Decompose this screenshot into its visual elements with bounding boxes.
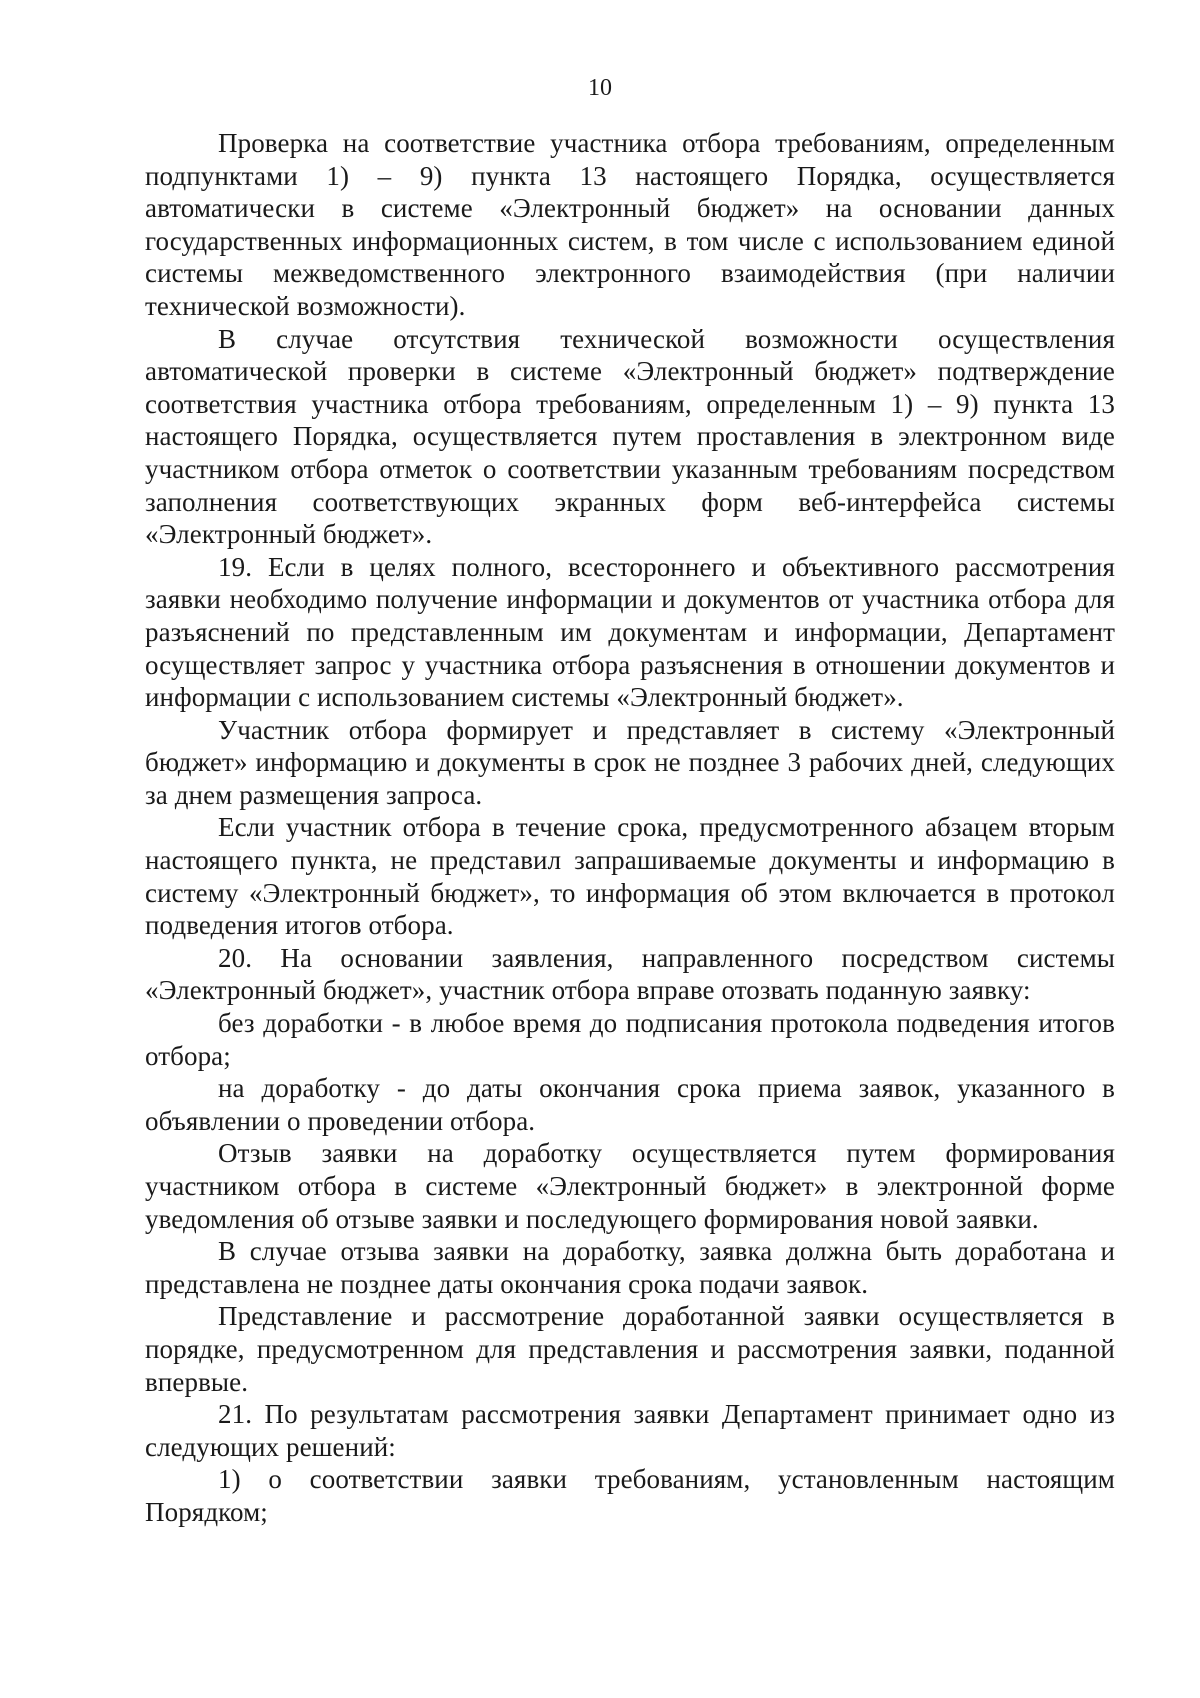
page-number: 10 bbox=[588, 75, 612, 101]
paragraph: Участник отбора формирует и представляет в систему «Электронный бюджет» информацию и документы в срок не позднее 3 рабочих дней, следующих за днем размещения запроса. bbox=[145, 714, 1115, 810]
paragraph: Представление и рассмотрение доработанной заявки осуществляется в порядке, предусмотренном для представления и рассмотрения заявки, поданной впервые. bbox=[145, 1301, 1115, 1397]
paragraph: Проверка на соответствие участника отбора требованиям, определенным подпунктами 1) – 9) пункта 13 настоящего Порядка, осуществляется автоматически в системе «Электронный бюджет» на основании данных государственных информационных систем, в том числе с использованием единой системы межведомственного электронного взаимодействия (при наличии технической возможности). bbox=[145, 128, 1115, 321]
paragraph: В случае отзыва заявки на доработку, заявка должна быть доработана и представлена не позднее даты окончания срока подачи заявок. bbox=[145, 1236, 1115, 1299]
paragraph: Если участник отбора в течение срока, предусмотренного абзацем вторым настоящего пункта, не представил запрашиваемые документы и информацию в систему «Электронный бюджет», то информация об этом включается в протокол подведения итогов отбора. bbox=[145, 812, 1115, 941]
paragraph: В случае отсутствия технической возможности осуществления автоматической проверки в системе «Электронный бюджет» подтверждение соответствия участника отбора требованиям, определенным 1) – 9) пункта 13 настоящего Порядка, осуществляется путем проставления в электронном виде участником отбора отметок о соответствии указанным требованиям посредством заполнения соответствующих экранных форм веб-интерфейса системы «Электронный бюджет». bbox=[145, 323, 1115, 550]
paragraph: без доработки - в любое время до подписания протокола подведения итогов отбора; bbox=[145, 1008, 1115, 1071]
document-body bbox=[145, 127, 1115, 1529]
paragraph: на доработку - до даты окончания срока приема заявок, указанного в объявлении о проведении отбора. bbox=[145, 1073, 1115, 1136]
paragraph: 21. По результатам рассмотрения заявки Департамент принимает одно из следующих решений: bbox=[145, 1399, 1115, 1462]
paragraph: 1) о соответствии заявки требованиям, установленным настоящим Порядком; bbox=[145, 1464, 1115, 1527]
paragraph: 19. Если в целях полного, всестороннего и объективного рассмотрения заявки необходимо получение информации и документов от участника отбора для разъяснений по представленным им документам и информации, Департамент осуществляет запрос у участника отбора разъяснения в отношении документов и информации с использованием системы «Электронный бюджет». bbox=[145, 551, 1115, 713]
paragraph: Отзыв заявки на доработку осуществляется путем формирования участником отбора в системе «Электронный бюджет» в электронной форме уведомления об отзыве заявки и последующего формирования новой заявки. bbox=[145, 1138, 1115, 1234]
paragraph: 20. На основании заявления, направленного посредством системы «Электронный бюджет», участник отбора вправе отозвать поданную заявку: bbox=[145, 942, 1115, 1006]
